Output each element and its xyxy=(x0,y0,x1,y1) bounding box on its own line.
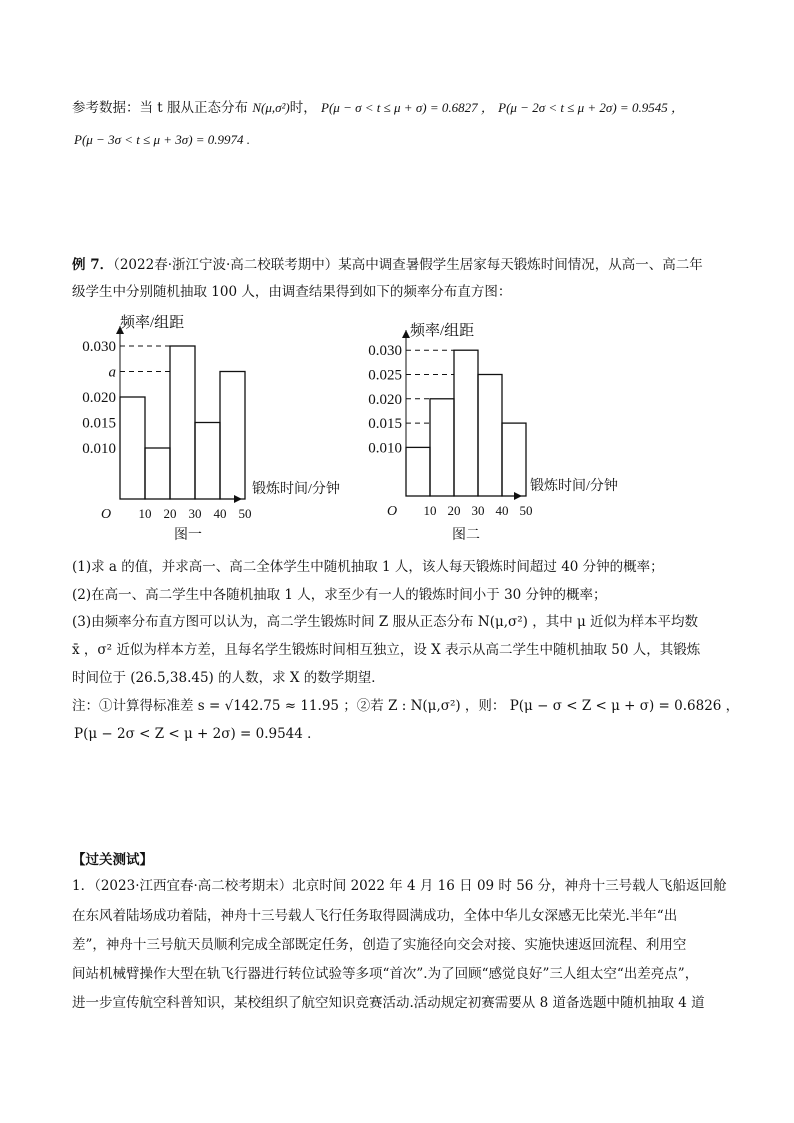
x-tick-label: 50 xyxy=(238,506,252,521)
x-tick-label: 20 xyxy=(447,503,461,518)
chart1-caption: 图一 xyxy=(174,527,202,543)
y-axis-title: 频率/组距 xyxy=(120,315,185,331)
test-heading: 【过关测试】 xyxy=(72,852,153,868)
reference-line-1 xyxy=(72,98,684,118)
histogram-bar-5 xyxy=(220,372,245,500)
x-tick-label: 40 xyxy=(495,503,509,518)
histogram-bar-4 xyxy=(195,423,220,500)
x-tick-label: 50 xyxy=(519,503,533,518)
x-tick-label: 10 xyxy=(423,503,437,518)
test-q1-line-5: 进一步宣传航空科普知识，某校组织了航空知识竞赛活动.活动规定初赛需要从 8 道备选题中随机抽取 4 道 xyxy=(72,995,705,1011)
test-q1-line-2: 在东风着陆场成功着陆，神舟十三号载人飞行任务取得圆满成功，全体中华儿女深感无比荣光.半年“出 xyxy=(72,908,678,924)
histogram-bar-3 xyxy=(454,350,478,496)
x-axis-title: 锻炼时间/分钟 xyxy=(252,482,340,497)
y-tick-label: 0.025 xyxy=(368,367,402,384)
x-tick-label: 10 xyxy=(138,506,152,521)
example7-label: 例 7． xyxy=(72,257,114,273)
test-q1-line-4: 间站机械臂操作大型在轨飞行器进行转位试验等多项“首次”.为了回顾“感觉良好”三人组太空“出差亮点”， xyxy=(72,966,699,982)
example7-line-2: 级学生中分别随机抽取 100 人，由调查结果得到如下的频率分布直方图： xyxy=(72,284,512,300)
y-tick-label: 0.015 xyxy=(82,415,116,432)
histogram-chart-2 xyxy=(360,316,650,546)
y-tick-label: a xyxy=(108,364,116,381)
origin-label: O xyxy=(386,504,398,519)
reference-p3: P(μ − 3σ < t ≤ μ + 3σ) = 0.9974 . xyxy=(74,132,251,147)
example7-line-1 xyxy=(72,255,703,275)
normal-dist: N(μ,σ²) xyxy=(252,100,290,115)
y-tick-label: 0.020 xyxy=(82,390,116,406)
histogram-bar-2 xyxy=(145,448,170,499)
chart2-caption: 图二 xyxy=(452,527,480,543)
x-tick-label: 30 xyxy=(471,503,485,518)
note-line-1: 注：①计算得标准差 s = √142.75 ≈ 11.95 ；②若 Z : N(μ,σ²) ，则： P(μ − σ < Z < μ + σ) = 0.6826 ， xyxy=(72,698,740,714)
x-tick-label: 20 xyxy=(163,506,177,521)
y-tick-label: 0.030 xyxy=(82,339,116,355)
origin-label: O xyxy=(100,507,112,522)
test-q1-line-1: 1．（2023·江西宜春·高二校考期末）北京时间 2022 年 4 月 16 日 09 时 56 分，神舟十三号载人飞船返回舱 xyxy=(72,878,727,894)
question-2: (2)在高一、高二学生中各随机抽取 1 人，求至少有一人的锻炼时间小于 30 分钟的概率； xyxy=(72,587,607,603)
histogram-bar-1 xyxy=(120,397,145,499)
question-3-line-1: (3)由频率分布直方图可以认为，高二学生锻炼时间 Z 服从正态分布 N(μ,σ²) ，其中 μ 近似为样本平均数 xyxy=(72,614,699,630)
example7-source: （2022春·浙江宁波·高二校联考期中） xyxy=(113,257,339,273)
reference-line-2 xyxy=(74,130,250,150)
x-tick-label: 40 xyxy=(213,506,227,521)
y-tick-label: 0.020 xyxy=(368,391,402,408)
reference-mid: 时， xyxy=(289,100,317,116)
y-tick-label: 0.010 xyxy=(82,441,116,457)
histogram-bar-2 xyxy=(430,399,454,496)
question-3-line-3: 时间位于 (26.5,38.45) 的人数，求 X 的数学期望． xyxy=(72,670,385,686)
histogram-bar-1 xyxy=(406,447,430,496)
histogram-chart-1 xyxy=(70,312,370,547)
question-1: (1)求 a 的值，并求高一、高二全体学生中随机抽取 1 人，该人每天锻炼时间超过 40 分钟的概率； xyxy=(72,559,664,575)
y-tick-label: 0.015 xyxy=(368,416,402,433)
reference-prefix: 参考数据：当 t 服从正态分布 xyxy=(72,100,249,116)
histogram-bar-5 xyxy=(502,423,526,496)
reference-p1: P(μ − σ < t ≤ μ + σ) = 0.6827 ， xyxy=(321,100,494,115)
reference-p2: P(μ − 2σ < t ≤ μ + 2σ) = 0.9545 ， xyxy=(498,100,684,115)
example7-text-1: 某高中调查暑假学生居家每天锻炼时间情况，从高一、高二年 xyxy=(338,257,703,273)
y-tick-label: 0.030 xyxy=(368,343,402,360)
y-axis-arrow xyxy=(402,330,410,338)
question-3-line-2: x̄ ，σ² 近似为样本方差，且每名学生锻炼时间相互独立，设 X 表示从高二学生中随机抽取 50 人，其锻炼 xyxy=(72,642,701,658)
test-q1-line-3: 差”，神舟十三号航天员顺利完成全部既定任务，创造了实施径向交会对接、实施快速返回流程、利用空 xyxy=(72,937,687,953)
x-tick-label: 30 xyxy=(188,506,202,521)
histogram-bar-4 xyxy=(478,375,502,497)
note-line-2: P(μ − 2σ < Z < μ + 2σ) = 0.9544 ． xyxy=(74,726,321,742)
y-tick-label: 0.010 xyxy=(368,440,402,457)
y-axis-title: 频率/组距 xyxy=(410,323,475,339)
x-axis-title: 锻炼时间/分钟 xyxy=(530,479,618,494)
histogram-bar-3 xyxy=(170,346,195,499)
